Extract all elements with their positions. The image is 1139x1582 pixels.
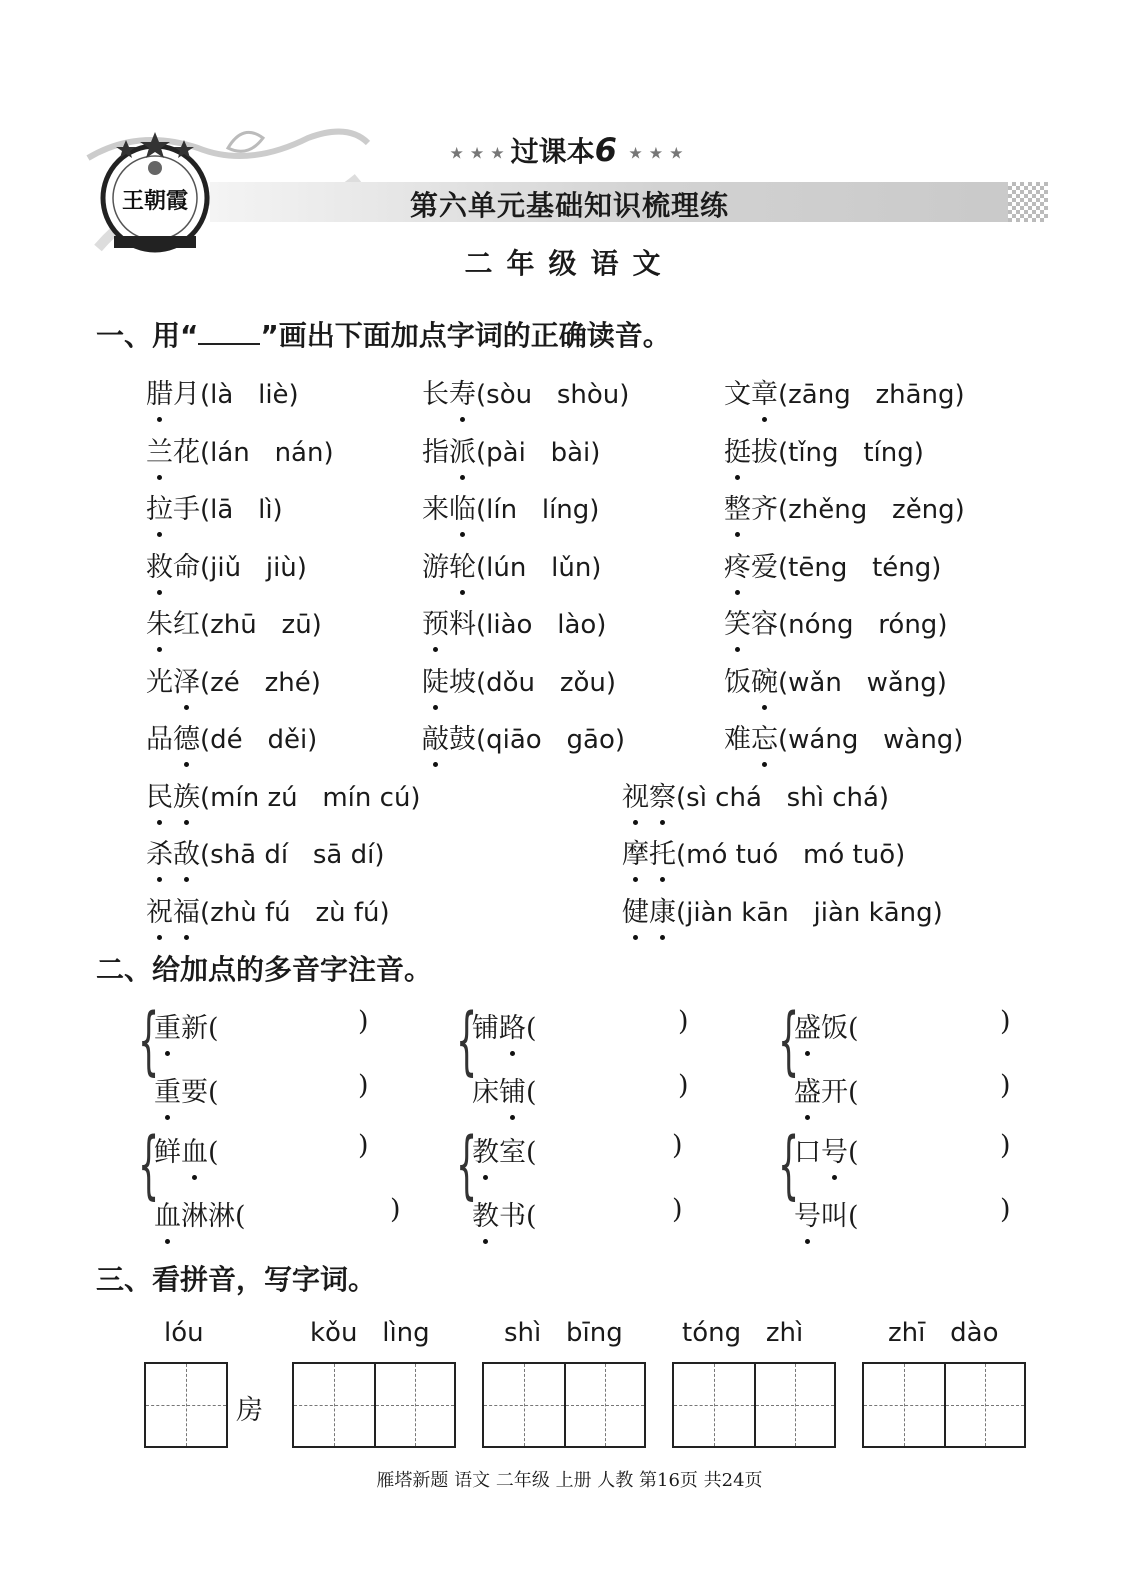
pinyin-prompt: kǒu lìng: [310, 1318, 430, 1348]
item-options[interactable]: (mín zú mín cú): [200, 782, 421, 813]
section1-heading: 一、用“ ”画出下面加点字词的正确读音。: [96, 319, 671, 352]
item-options[interactable]: (jiàn kān jiàn kāng): [676, 897, 943, 928]
polyphone-pair: [138, 1122, 401, 1238]
item-options[interactable]: (wǎn wǎng): [778, 667, 947, 698]
pronunciation-item: [422, 660, 616, 699]
pinyin-prompt: zhī dào: [888, 1318, 999, 1348]
pronunciation-item: [724, 372, 965, 411]
polyphone-entry[interactable]: 教室( ): [472, 1130, 683, 1168]
pronunciation-item: [146, 832, 385, 871]
item-word: 兰花: [146, 437, 200, 468]
item-word: 整齐: [724, 494, 778, 525]
item-word: 朱红: [146, 609, 200, 640]
item-word: 拉手: [146, 494, 200, 525]
polyphone-entry[interactable]: 鲜血( ): [154, 1130, 369, 1168]
item-word: 杀敌: [146, 839, 200, 870]
polyphone-entry[interactable]: 铺路( ): [472, 1006, 689, 1044]
logo-text: 王朝霞: [121, 188, 189, 214]
item-options[interactable]: (dǒu zǒu): [476, 667, 617, 698]
item-word: 来临: [422, 494, 476, 525]
pronunciation-item: [146, 372, 299, 411]
polyphone-entry[interactable]: 号叫( ): [794, 1194, 1011, 1232]
item-word: 救命: [146, 552, 200, 583]
item-options[interactable]: (sòu shòu): [476, 380, 630, 410]
unit-title: 第六单元基础知识梳理练: [409, 189, 729, 222]
writing-cell[interactable]: [864, 1364, 944, 1446]
item-word: 摩托: [622, 839, 676, 870]
series-label: [0, 130, 1139, 170]
pronunciation-item: [146, 775, 421, 814]
brace-icon: {: [456, 1122, 478, 1208]
polyphone-pair: [456, 1122, 716, 1238]
pinyin-prompt: tóng zhì: [682, 1318, 804, 1348]
item-options[interactable]: (zhù fú zù fú): [200, 897, 390, 928]
item-options[interactable]: (mó tuó mó tuō): [676, 840, 906, 870]
pronunciation-item: [422, 545, 601, 584]
item-word: 饭碗: [724, 667, 778, 698]
polyphone-pair: [138, 998, 398, 1114]
item-word: 文章: [724, 379, 778, 410]
polyphone-entry[interactable]: 盛开( ): [794, 1070, 1011, 1108]
brace-icon: {: [138, 1122, 160, 1208]
item-word: 腊月: [146, 379, 200, 410]
pronunciation-item: [422, 717, 625, 756]
series-name: 过课本: [510, 135, 595, 168]
series-number: 6: [594, 131, 617, 169]
pronunciation-item: [724, 487, 965, 526]
pronunciation-item: [146, 487, 283, 526]
item-options[interactable]: (nóng róng): [778, 610, 948, 640]
writing-cell[interactable]: [294, 1364, 374, 1446]
pronunciation-item: [622, 832, 905, 871]
item-word: 光泽: [146, 667, 200, 698]
item-options[interactable]: (zhū zū): [200, 610, 322, 640]
pronunciation-item: [724, 430, 924, 469]
pronunciation-item: [622, 890, 943, 929]
polyphone-pair: [456, 998, 716, 1114]
item-options[interactable]: (lán nán): [200, 437, 334, 468]
polyphone-entry[interactable]: 口号( ): [794, 1130, 1011, 1168]
item-options[interactable]: (tēng téng): [778, 552, 942, 583]
item-options[interactable]: (tǐng tíng): [778, 437, 924, 468]
item-word: 指派: [422, 437, 476, 468]
writing-cell[interactable]: [674, 1364, 754, 1446]
pronunciation-item: [146, 545, 307, 584]
pronunciation-item: [146, 660, 321, 699]
item-word: 预料: [422, 609, 476, 640]
item-word: 健康: [622, 897, 676, 928]
polyphone-entry[interactable]: 血淋淋( ): [154, 1194, 401, 1232]
brace-icon: {: [778, 998, 800, 1084]
writing-grid[interactable]: [482, 1362, 646, 1448]
item-word: 疼爱: [724, 552, 778, 583]
item-word: 难忘: [724, 724, 778, 755]
pronunciation-item: [724, 660, 947, 699]
writing-cell[interactable]: [146, 1364, 226, 1446]
item-word: 民族: [146, 782, 200, 813]
pronunciation-item: [146, 430, 334, 469]
item-options[interactable]: (lín líng): [476, 495, 600, 525]
pronunciation-item: [724, 545, 941, 584]
item-options[interactable]: (liào lào): [476, 610, 607, 640]
star-decoration: ★★★: [616, 143, 690, 163]
item-options[interactable]: (shā dí sā dí): [200, 840, 385, 870]
item-word: 视察: [622, 782, 676, 813]
polyphone-entry[interactable]: 床铺( ): [472, 1070, 689, 1108]
pronunciation-item: [724, 602, 947, 641]
polyphone-pair: [778, 1122, 1038, 1238]
pronunciation-item: [422, 487, 599, 526]
item-options[interactable]: (lā lì): [200, 495, 283, 525]
item-options[interactable]: (jiǔ jiù): [200, 552, 307, 583]
underline-sample: [198, 321, 260, 345]
pronunciation-item: [146, 890, 390, 929]
item-options[interactable]: (pài bài): [476, 437, 601, 468]
pinyin-prompt: shì bīng: [504, 1318, 623, 1348]
writing-cell[interactable]: [374, 1364, 454, 1446]
pronunciation-item: [422, 430, 600, 469]
polyphone-entry[interactable]: 教书( ): [472, 1194, 683, 1232]
pronunciation-item: [422, 602, 606, 641]
pronunciation-item: [146, 602, 322, 641]
brace-icon: {: [778, 1122, 800, 1208]
writing-cell[interactable]: [944, 1364, 1024, 1446]
writing-grid[interactable]: [144, 1362, 228, 1448]
item-options[interactable]: (sì chá shì chá): [676, 782, 890, 813]
item-word: 敲鼓: [422, 724, 476, 755]
item-word: 祝福: [146, 897, 200, 928]
writing-cell[interactable]: [754, 1364, 834, 1446]
item-options[interactable]: (wáng wàng): [778, 725, 964, 755]
brace-icon: {: [456, 998, 478, 1084]
pinyin-prompt: lóu: [164, 1318, 204, 1348]
item-word: 挺拔: [724, 437, 778, 468]
grade-subject: 二年级语文: [464, 247, 675, 280]
item-word: 品德: [146, 724, 200, 755]
writing-grid[interactable]: [292, 1362, 456, 1448]
item-word: 游轮: [422, 552, 476, 583]
writing-cell[interactable]: [564, 1364, 644, 1446]
writing-grid[interactable]: [862, 1362, 1026, 1448]
writing-cell[interactable]: [484, 1364, 564, 1446]
polyphone-entry[interactable]: 重要( ): [154, 1070, 369, 1108]
polyphone-entry[interactable]: 盛饭( ): [794, 1006, 1011, 1044]
polyphone-pair: [778, 998, 1038, 1114]
item-options[interactable]: (zāng zhāng): [778, 380, 965, 410]
item-options[interactable]: (lún lǔn): [476, 552, 602, 583]
writing-grid[interactable]: [672, 1362, 836, 1448]
item-word: 笑容: [724, 609, 778, 640]
section3-heading: 三、看拼音，写字词。: [96, 1263, 377, 1296]
item-word: 长寿: [422, 379, 476, 410]
pronunciation-item: [622, 775, 889, 814]
item-options[interactable]: (là liè): [200, 380, 299, 410]
item-options[interactable]: (zhěng zěng): [778, 495, 965, 525]
pronunciation-item: [724, 717, 963, 756]
pronunciation-item: [146, 717, 317, 756]
page-footer: 雁塔新题 语文 二年级 上册 人教 第16页 共24页: [376, 1470, 763, 1491]
brace-icon: {: [138, 998, 160, 1084]
star-decoration: ★★★: [449, 143, 511, 163]
item-options[interactable]: (zé zhé): [200, 667, 321, 698]
given-character: 房: [236, 1395, 263, 1426]
section2-heading: 二、给加点的多音字注音。: [96, 953, 433, 986]
polyphone-entry[interactable]: 重新( ): [154, 1006, 369, 1044]
item-options[interactable]: (qiāo gāo): [476, 725, 625, 755]
pronunciation-item: [422, 372, 629, 411]
item-options[interactable]: (dé děi): [200, 725, 318, 755]
item-word: 陡坡: [422, 667, 476, 698]
